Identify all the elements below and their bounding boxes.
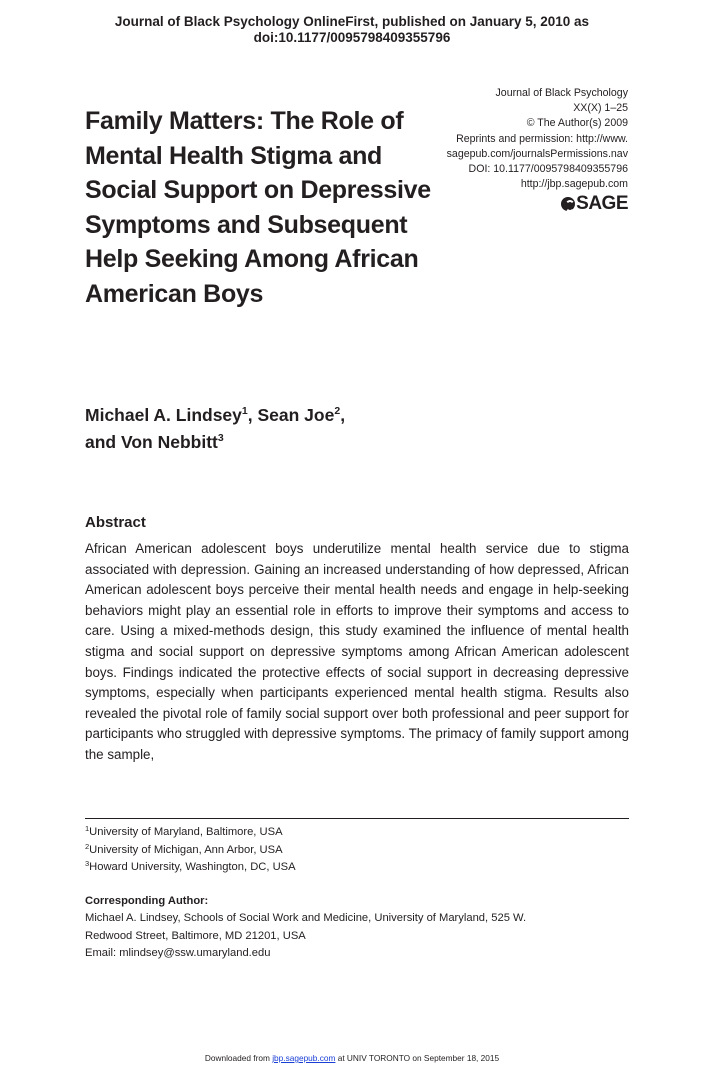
- author-list: [85, 402, 445, 456]
- affiliation-2: [85, 842, 629, 860]
- author-3: [85, 432, 224, 452]
- journal-url: http://jbp.sagepub.com: [520, 178, 628, 191]
- footer-journal-link[interactable]: jbp.sagepub.com: [272, 1053, 336, 1063]
- corresponding-author-details: [85, 910, 629, 963]
- corresponding-author-label: Corresponding Author:: [85, 895, 209, 907]
- author-affiliation-mark: 2: [334, 405, 341, 417]
- affiliation-mark: 3: [85, 859, 90, 869]
- affiliations: [85, 824, 629, 877]
- journal-name: Journal of Black Psychology: [495, 87, 628, 99]
- journal-volume: XX(X) 1–25: [573, 102, 628, 115]
- banner-line-1: Journal of Black Psychology OnlineFirst, published on January 5, 2010 as: [114, 14, 590, 29]
- abstract-body: African American adolescent boys underutilize mental health service due to stigma associated with depression. Gaining an increased understanding of how depressed, African American adolescent boys perceive their mental health needs and engage in help-seeking behaviors might play an essential role in efforts to improve their symptoms and access to care. Using a mixed-methods design, this study examined the influence of mental health stigma and social support on depressive symptoms among African American adolescent boys. Findings indicated the protective effects of social support in decreasing depressive symptoms, especially when participants experienced mental health stigma. Results also revealed the pivotal role of family social support over both professional and peer support for participants who struggled with depressive symptoms. The primacy of family support among the sample,: [85, 541, 629, 762]
- footer-suffix: at UNIV TORONTO on September 18, 2015: [335, 1053, 500, 1063]
- affiliation-text: University of Michigan, Ann Arbor, USA: [89, 843, 283, 856]
- corresponding-address-line-2: Redwood Street, Baltimore, MD 21201, USA: [85, 929, 306, 942]
- abstract-heading: Abstract: [85, 514, 146, 531]
- affiliation-mark: 2: [85, 841, 90, 851]
- author-affiliation-mark: 3: [217, 432, 224, 444]
- sage-logo-text: SAGE: [576, 193, 628, 215]
- footnote-divider: [85, 818, 629, 819]
- online-first-banner: [0, 14, 704, 46]
- author-name: Michael A. Lindsey: [85, 405, 242, 425]
- author-separator: ,: [340, 405, 346, 425]
- doi-line: DOI: 10.1177/0095798409355796: [468, 163, 628, 176]
- affiliation-3: [85, 859, 629, 877]
- corresponding-address-line-1: Michael A. Lindsey, Schools of Social Work and Medicine, University of Maryland, 525 W.: [85, 912, 527, 924]
- article-title: Family Matters: The Role of Mental Health Stigma and Social Support on Depressive Symptoms and Subsequent Help Seeking Among African American Boys: [85, 107, 431, 308]
- author-separator: ,: [247, 405, 258, 425]
- affiliation-text: University of Maryland, Baltimore, USA: [89, 826, 283, 838]
- corresponding-email: Email: mlindsey@ssw.umaryland.edu: [85, 947, 271, 960]
- reprints-line-2: sagepub.com/journalsPermissions.nav: [446, 147, 628, 160]
- author-name: and Von Nebbitt: [85, 432, 218, 452]
- author-2: [257, 405, 345, 425]
- copyright-line: © The Author(s) 2009: [526, 117, 628, 130]
- affiliation-mark: 1: [85, 824, 90, 833]
- author-affiliation-mark: 1: [241, 405, 248, 417]
- footer-prefix: Downloaded from: [204, 1053, 273, 1063]
- sage-swirl-icon: [561, 197, 575, 211]
- reprints-line-1: Reprints and permission: http://www.: [456, 132, 628, 145]
- banner-line-2: doi:10.1177/0095798409355796: [253, 30, 451, 45]
- affiliation-text: Howard University, Washington, DC, USA: [89, 861, 296, 874]
- download-footer: [0, 1053, 704, 1064]
- author-name: Sean Joe: [257, 405, 335, 425]
- author-1: [85, 405, 257, 425]
- affiliation-1: [85, 824, 629, 842]
